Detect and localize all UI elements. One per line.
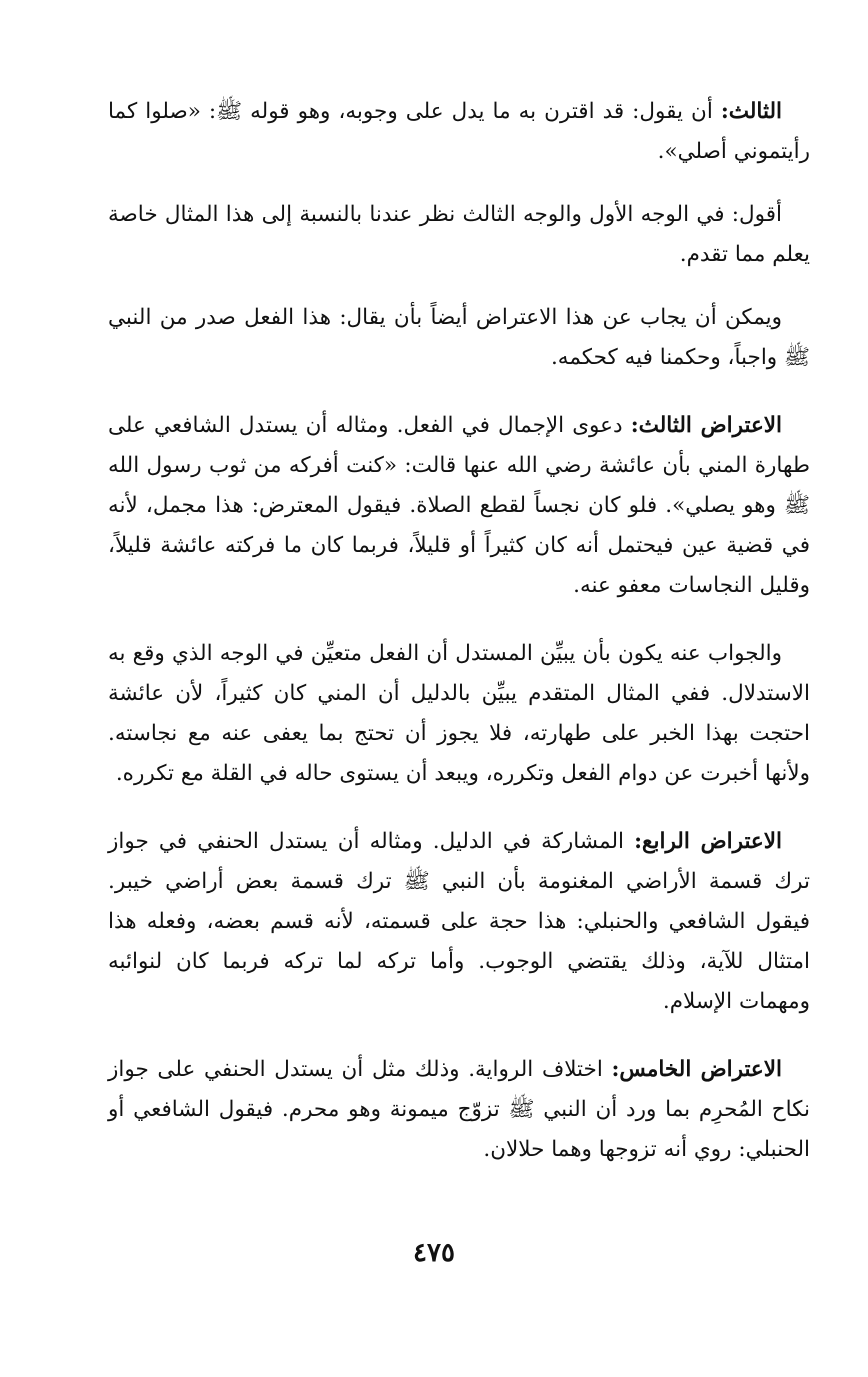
page-number: ٤٧٥ <box>413 1238 455 1268</box>
paragraph-text: اختلاف الرواية. وذلك مثل أن يستدل الحنفي على جواز نكاح المُحرِم بما ورد أن النبي ﷺ تزوّج ميمونة وهو محرم. فيقول الشافعي أو الحنبلي: روي أنه تزوجها وهما حلالان. <box>108 1057 810 1162</box>
paragraph-author-comment <box>108 195 810 275</box>
paragraph-answer <box>108 634 810 794</box>
paragraph-text: أن يقول: قد اقترن به ما يدل على وجوبه، وهو قوله ﷺ: «صلوا كما رأيتموني أصلي». <box>108 99 810 164</box>
paragraph-heading: الاعتراض الثالث: <box>630 413 783 438</box>
paragraph-text: أقول: في الوجه الأول والوجه الثالث نظر عندنا بالنسبة إلى هذا المثال خاصة يعلم مما تقدم. <box>108 202 810 267</box>
paragraph-alternative-answer <box>108 298 810 378</box>
paragraph-heading: الاعتراض الخامس: <box>611 1057 782 1082</box>
paragraph-fifth-objection <box>108 1050 810 1170</box>
paragraph-text: المشاركة في الدليل. ومثاله أن يستدل الحنفي في جواز ترك قسمة الأراضي المغنومة بأن النبي ﷺ ترك قسمة بعض أراضي خيبر. فيقول الشافعي والحنبلي: هذا حجة على قسمته، لأنه قسم بعضه، وفعله هذا امتثال للآية، وذلك يقتضي الوجوب. وأما تركه لما تركه فربما كان لنوائبه ومهمات الإسلام. <box>108 829 810 1014</box>
paragraph-heading: الاعتراض الرابع: <box>634 829 782 854</box>
paragraph-text: دعوى الإجمال في الفعل. ومثاله أن يستدل الشافعي على طهارة المني بأن عائشة رضي الله عنها قالت: «كنت أفركه من ثوب رسول الله ﷺ وهو يصلي». فلو كان نجساً لقطع الصلاة. فيقول المعترض: هذا مجمل، لأنه في قضية عين فيحتمل أنه كان كثيراً أو قليلاً، فربما كان ما فركته عائشة قليلاً، وقليل النجاسات معفو عنه. <box>108 413 810 598</box>
paragraph-heading: الثالث: <box>720 99 782 124</box>
page-body <box>108 92 810 1193</box>
paragraph-text: ويمكن أن يجاب عن هذا الاعتراض أيضاً بأن يقال: هذا الفعل صدر من النبي ﷺ واجباً، وحكمنا فيه كحكمه. <box>108 305 810 370</box>
paragraph-third-objection <box>108 406 810 606</box>
paragraph-third-point <box>108 92 810 172</box>
paragraph-text: والجواب عنه يكون بأن يبيِّن المستدل أن الفعل متعيِّن في الوجه الذي وقع به الاستدلال. ففي المثال المتقدم يبيِّن بالدليل أن المني كان كثيراً، لأن عائشة احتجت بهذا الخبر على طهارته، فلا يجوز أن تحتج بما يعفى عنه مع نجاسته. ولأنها أخبرت عن دوام الفعل وتكرره، ويبعد أن يستوى حاله في القلة مع تكرره. <box>108 641 810 786</box>
paragraph-fourth-objection <box>108 822 810 1022</box>
